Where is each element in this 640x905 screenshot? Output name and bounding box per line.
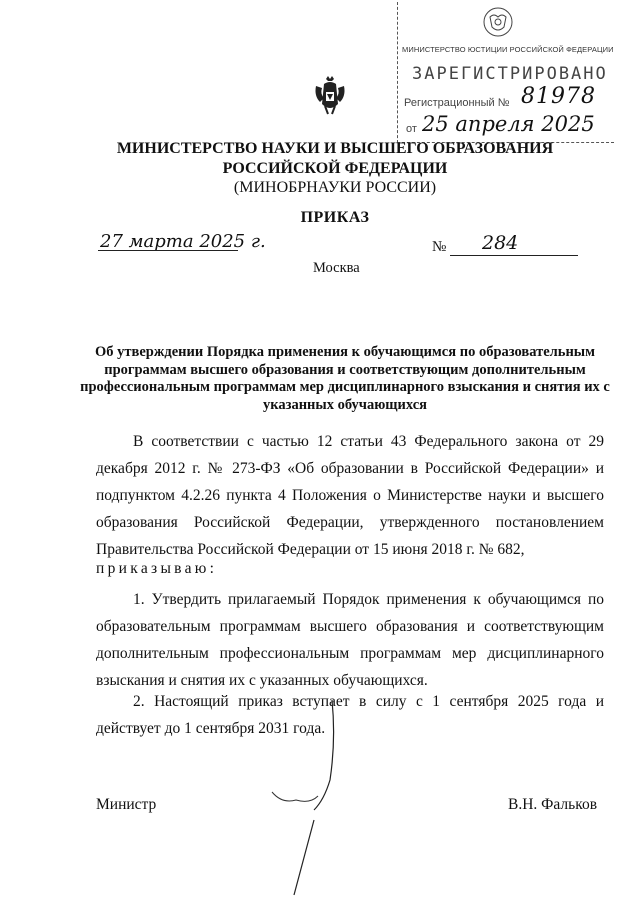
handwritten-signature (270, 680, 350, 900)
order-city: Москва (313, 260, 360, 276)
ministry-short-name: (МИНОБРНАУКИ РОССИИ) (233, 179, 437, 196)
order-number: 284 (482, 232, 519, 254)
order-number-label: № (432, 239, 447, 255)
ministry-name-line1: МИНИСТЕРСТВО НАУКИ И ВЫСШЕГО ОБРАЗОВАНИЯ (116, 140, 554, 157)
stamp-ministry: МИНИСТЕРСТВО ЮСТИЦИИ РОССИЙСКОЙ ФЕДЕРАЦИИ (402, 45, 614, 54)
stamp-coat-of-arms-icon (480, 5, 516, 39)
document-type: ПРИКАЗ (300, 209, 370, 226)
stamp-regno-label: Регистрационный № (404, 97, 510, 109)
order-date: 27 марта 2025 г. (100, 231, 266, 252)
signatory-name: В.Н. Фальков (508, 796, 598, 813)
stamp-registered: ЗАРЕГИСТРИРОВАНО (412, 64, 608, 84)
preamble-paragraph: В соответствии с частью 12 статьи 43 Федерального закона от 29 декабря 2012 г. № 273-ФЗ «Об образовании в Российской Федерации» и подпунктом 4.2.26 пункта 4 Положения о Министерстве науки и высшего образования Российской Федерации, утвержденного постановлением Правительства Российской Федерации от 15 июня 2018 г. № 682, (96, 433, 604, 558)
order-subject: Об утверждении Порядка применения к обучающимся по образовательным программам высшего образования и соответствующим дополнительным профессиональным программам мер дисциплинарного взыскания и снятия их с указанных обучающихся (80, 344, 610, 413)
prikazyvayu: приказываю: (96, 560, 218, 577)
stamp-regdate-prefix: от (406, 123, 417, 135)
item-2-paragraph: 2. Настоящий приказ вступает в силу с 1 сентября 2025 года и действует до 1 сентября 2031 года. (96, 693, 604, 737)
ministry-name-line2: РОССИЙСКОЙ ФЕДЕРАЦИИ (222, 160, 448, 177)
number-underline (450, 255, 578, 256)
item-1-paragraph: 1. Утвердить прилагаемый Порядок применения к обучающимся по образовательным программам высшего образования и соответствующим дополнительным профессиональным программам мер дисциплинарного взыскания и снятия их с указанных обучающихся. (96, 591, 604, 689)
signatory-role: Министр (96, 796, 157, 813)
stamp-regdate: 25 апреля 2025 (422, 112, 595, 136)
date-underline (98, 250, 238, 251)
coat-of-arms-icon (312, 76, 348, 116)
stamp-regno: 81978 (521, 84, 596, 109)
registration-stamp (397, 2, 614, 143)
